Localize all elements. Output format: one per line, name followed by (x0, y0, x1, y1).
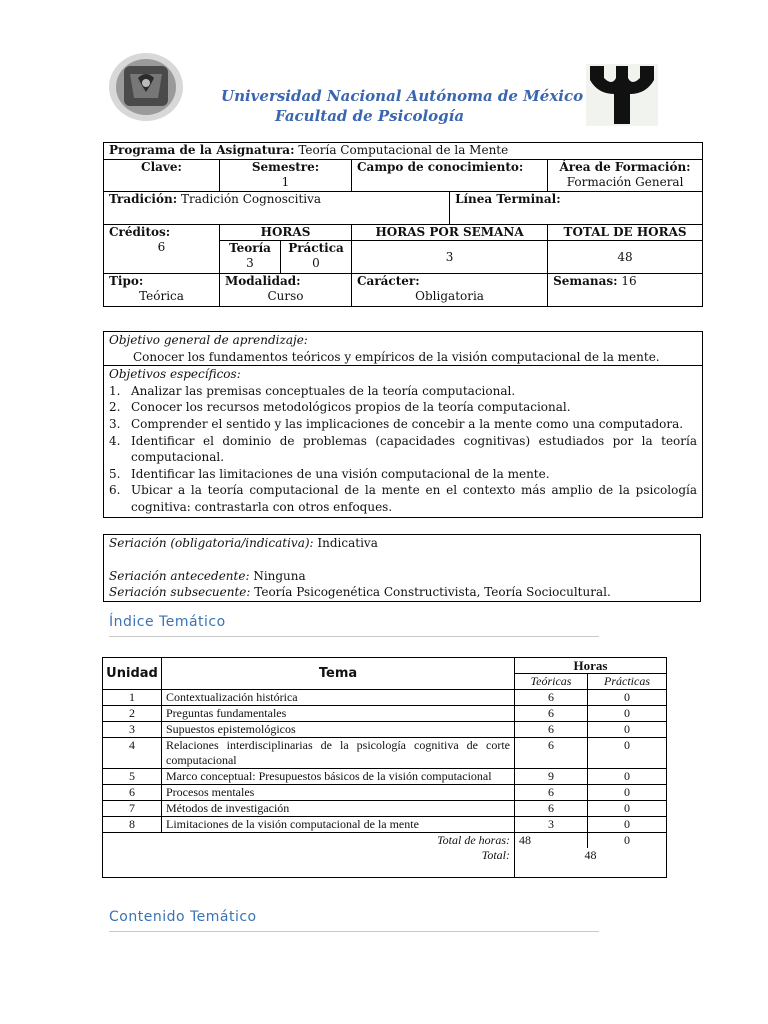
practicas-cell: 0 (588, 690, 667, 706)
general-objective-label: Objetivo general de aprendizaje: (109, 333, 308, 347)
table-row (103, 690, 667, 706)
teoricas-cell: 6 (515, 690, 588, 706)
tradicion-value: Tradición Cognoscitiva (180, 192, 322, 206)
teoricas-cell: 6 (515, 722, 588, 738)
indice-table (102, 657, 667, 878)
objective-number: 4. (109, 433, 121, 448)
total-value: 48 (515, 848, 667, 878)
practica-cell (281, 241, 352, 274)
seriacion-tipo-label: Seriación (obligatoria/indicativa): (109, 536, 314, 550)
seriacion-tipo-value: Indicativa (317, 536, 378, 550)
linea-label: Línea Terminal: (455, 192, 561, 206)
semestre-value: 1 (281, 175, 290, 189)
objective-text: Identificar las limitaciones de una visión computacional de la mente. (131, 466, 550, 481)
campo-label: Campo de conocimiento: (357, 160, 524, 174)
total-horas-practicas: 0 (588, 833, 667, 849)
area-label: Área de Formación: (559, 160, 691, 174)
table-row (103, 785, 667, 801)
total-horas-label: Total de horas: (103, 833, 515, 849)
modalidad-label: Modalidad: (225, 274, 301, 288)
programa-row (104, 143, 703, 160)
table-row (103, 738, 667, 769)
practicas-cell: 0 (588, 706, 667, 722)
caracter-cell (352, 274, 548, 307)
objective-text: Identificar el dominio de problemas (capacidades cognitivas) estudiados por la teoría computacional. (131, 433, 697, 465)
campo-cell (352, 160, 548, 192)
tema-cell: Relaciones interdisciplinarias de la psicología cognitiva de corte computacional (162, 738, 515, 769)
practicas-cell: 0 (588, 785, 667, 801)
tipo-label: Tipo: (109, 274, 144, 288)
unidad-cell: 6 (103, 785, 162, 801)
col-unidad: Unidad (103, 658, 162, 690)
col-teoricas: Teóricas (515, 674, 588, 690)
area-value: Formación General (566, 175, 684, 189)
table-row (103, 769, 667, 785)
indice-body (103, 690, 667, 833)
practicas-cell: 0 (588, 769, 667, 785)
objective-text: Comprender el sentido y las implicaciones de concebir a la mente como una computadora. (131, 416, 684, 431)
creditos-cell (104, 225, 220, 274)
unidad-cell: 3 (103, 722, 162, 738)
unam-logo (108, 52, 184, 122)
practicas-cell: 0 (588, 801, 667, 817)
program-table (103, 142, 703, 307)
total-horas-teoricas: 48 (515, 833, 588, 849)
objective-number: 6. (109, 483, 121, 498)
objectives-box (103, 331, 703, 518)
total-horas-header: TOTAL DE HORAS (548, 225, 703, 241)
teoricas-cell: 6 (515, 706, 588, 722)
objective-number: 5. (109, 466, 121, 481)
objective-item (104, 482, 697, 515)
practicas-cell: 0 (588, 817, 667, 833)
objective-text: Conocer los recursos metodológicos propios de la teoría computacional. (131, 400, 571, 415)
semanas-cell (548, 274, 703, 307)
caracter-value: Obligatoria (415, 289, 484, 303)
seriacion-subsecuente-label: Seriación subsecuente: (109, 585, 251, 600)
faculty-name: Facultad de Psicología (275, 107, 465, 125)
teoricas-cell: 6 (515, 738, 588, 769)
programa-value: Teoría Computacional de la Mente (298, 143, 509, 157)
col-tema: Tema (162, 658, 515, 690)
teoricas-cell: 6 (515, 801, 588, 817)
semestre-cell (220, 160, 352, 192)
specific-objectives-list (104, 383, 697, 516)
seriacion-subsecuente (109, 584, 695, 601)
objective-number: 2. (109, 400, 121, 415)
col-practicas: Prácticas (588, 674, 667, 690)
modalidad-value: Curso (267, 289, 304, 303)
tema-cell: Supuestos epistemológicos (162, 722, 515, 738)
contenido-heading-rule (109, 931, 599, 932)
semanas-label: Semanas: (553, 274, 618, 288)
objective-number: 1. (109, 383, 121, 398)
objective-item (104, 399, 697, 416)
semanas-value: 16 (621, 274, 637, 288)
unidad-cell: 4 (103, 738, 162, 769)
programa-label: Programa de la Asignatura: (109, 143, 295, 157)
practica-label: Práctica (288, 241, 344, 255)
linea-cell (450, 192, 703, 225)
table-row (103, 817, 667, 833)
unidad-cell: 1 (103, 690, 162, 706)
faculty-logo (586, 64, 658, 126)
unidad-cell: 8 (103, 817, 162, 833)
area-cell (548, 160, 703, 192)
teoria-value: 3 (246, 256, 254, 270)
modalidad-cell (220, 274, 352, 307)
seriacion-antecedente-value: Ninguna (253, 568, 306, 583)
teoricas-cell: 3 (515, 817, 588, 833)
teoria-cell (220, 241, 281, 274)
practica-value: 0 (312, 256, 320, 270)
unidad-cell: 5 (103, 769, 162, 785)
practicas-cell: 0 (588, 722, 667, 738)
practicas-cell: 0 (588, 738, 667, 769)
tema-cell: Marco conceptual: Presupuestos básicos de la visión computacional (162, 769, 515, 785)
indice-heading: Índice Temático (109, 614, 226, 630)
objective-item (104, 466, 697, 483)
tipo-cell (104, 274, 220, 307)
specific-objectives-label: Objetivos específicos: (109, 367, 241, 382)
col-horas: Horas (515, 658, 667, 674)
clave-cell (104, 160, 220, 192)
objective-text: Ubicar a la teoría computacional de la mente en el contexto más amplio de la psicología cognitiva: contrastarla con otros enfoques. (131, 483, 697, 514)
tema-cell: Métodos de investigación (162, 801, 515, 817)
table-row (103, 706, 667, 722)
specific-objectives (104, 365, 702, 515)
tema-cell: Contextualización histórica (162, 690, 515, 706)
creditos-value: 6 (157, 240, 166, 254)
hps-header: HORAS POR SEMANA (352, 225, 548, 241)
creditos-label: Créditos: (109, 225, 171, 239)
seriacion-box (103, 534, 701, 602)
tema-cell: Preguntas fundamentales (162, 706, 515, 722)
semestre-label: Semestre: (251, 160, 320, 174)
hps-value: 3 (352, 241, 548, 274)
unidad-cell: 2 (103, 706, 162, 722)
objective-text: Analizar las premisas conceptuales de la teoría computacional. (131, 383, 516, 398)
seriacion-subsecuente-value: Teoría Psicogenética Constructivista, Teoría Sociocultural. (254, 585, 611, 600)
general-objective (104, 332, 702, 365)
tradicion-cell (104, 192, 450, 225)
table-row (103, 801, 667, 817)
clave-label: Clave: (141, 160, 182, 174)
teoricas-cell: 9 (515, 769, 588, 785)
teoria-label: Teoría (229, 241, 271, 255)
university-name: Universidad Nacional Autónoma de México (221, 87, 584, 105)
caracter-label: Carácter: (357, 274, 420, 288)
teoricas-cell: 6 (515, 785, 588, 801)
tema-cell: Procesos mentales (162, 785, 515, 801)
objective-item (104, 416, 697, 433)
contenido-heading: Contenido Temático (109, 909, 257, 925)
table-row (103, 722, 667, 738)
unidad-cell: 7 (103, 801, 162, 817)
total-horas-value: 48 (548, 241, 703, 274)
tema-cell: Limitaciones de la visión computacional de la mente (162, 817, 515, 833)
tradicion-label: Tradición: (109, 192, 178, 206)
indice-heading-rule (109, 636, 599, 637)
objective-item (104, 433, 697, 466)
seriacion-antecedente-label: Seriación antecedente: (109, 568, 250, 583)
horas-header: HORAS (220, 225, 352, 241)
seriacion-tipo (109, 535, 695, 552)
seriacion-antecedente (109, 568, 695, 585)
objective-item (104, 383, 697, 400)
tipo-value: Teórica (139, 289, 184, 303)
general-objective-text: Conocer los fundamentos teóricos y empíricos de la visión computacional de la mente. (133, 349, 660, 364)
total-label: Total: (103, 848, 515, 878)
objective-number: 3. (109, 416, 121, 431)
